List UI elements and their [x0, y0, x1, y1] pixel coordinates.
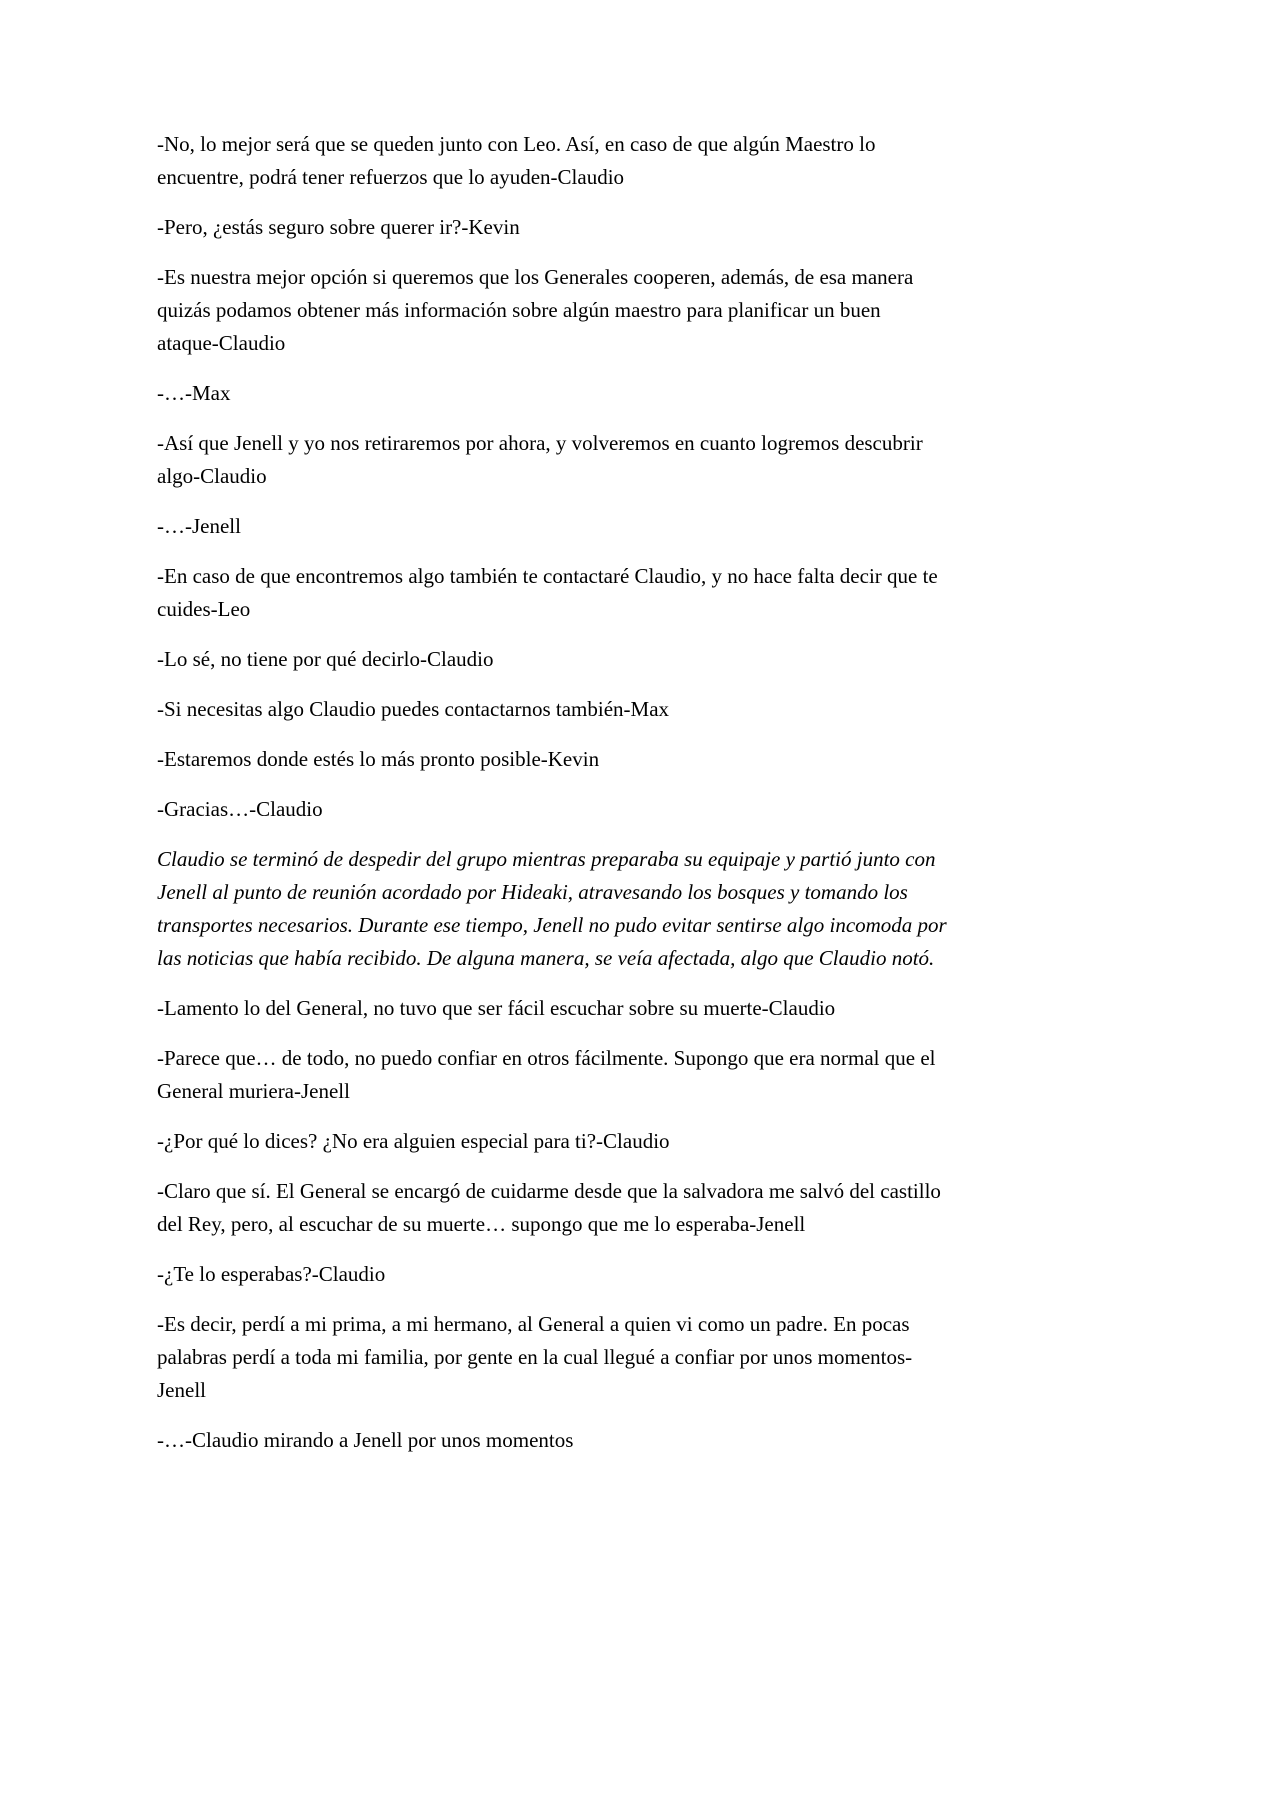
- paragraph: -¿Por qué lo dices? ¿No era alguien especial para ti?-Claudio: [157, 1129, 670, 1153]
- paragraph: -En caso de que encontremos algo también te contactaré Claudio, y no hace falta decir que te cuides-Leo: [157, 564, 938, 621]
- paragraph: -Es nuestra mejor opción si queremos que los Generales cooperen, además, de esa manera quizás podamos obtener más información sobre algún maestro para planificar un buen ataque-Claudio: [157, 265, 914, 355]
- narration-paragraph: Claudio se terminó de despedir del grupo mientras preparaba su equipaje y partió junto con Jenell al punto de reunión acordado por Hideaki, atravesando los bosques y tomando los transportes necesarios. Durante ese tiempo, Jenell no pudo evitar sentirse algo incomoda por las noticias que había recibido. De alguna manera, se veía afectada, algo que Claudio notó.: [157, 847, 947, 970]
- paragraph: -Estaremos donde estés lo más pronto posible-Kevin: [157, 747, 600, 771]
- paragraph: -Así que Jenell y yo nos retiraremos por ahora, y volveremos en cuanto logremos descubrir algo-Claudio: [157, 431, 923, 488]
- paragraph: -Gracias…-Claudio: [157, 797, 323, 821]
- paragraph: -…-Max: [157, 381, 231, 405]
- paragraph: -Lo sé, no tiene por qué decirlo-Claudio: [157, 647, 494, 671]
- paragraph: -Es decir, perdí a mi prima, a mi hermano, al General a quien vi como un padre. En pocas palabras perdí a toda mi familia, por gente en la cual llegué a confiar por unos momentos-Jenell: [157, 1312, 913, 1402]
- document-body: [157, 128, 947, 1474]
- paragraph: -¿Te lo esperabas?-Claudio: [157, 1262, 386, 1286]
- paragraph: -No, lo mejor será que se queden junto con Leo. Así, en caso de que algún Maestro lo encuentre, podrá tener refuerzos que lo ayuden-Claudio: [157, 132, 876, 189]
- paragraph: -Lamento lo del General, no tuvo que ser fácil escuchar sobre su muerte-Claudio: [157, 996, 836, 1020]
- paragraph: -Si necesitas algo Claudio puedes contactarnos también-Max: [157, 697, 670, 721]
- paragraph: -…-Claudio mirando a Jenell por unos momentos: [157, 1428, 574, 1452]
- paragraph: -Claro que sí. El General se encargó de cuidarme desde que la salvadora me salvó del castillo del Rey, pero, al escuchar de su muerte… supongo que me lo esperaba-Jenell: [157, 1179, 941, 1236]
- paragraph: -…-Jenell: [157, 514, 241, 538]
- paragraph: -Parece que… de todo, no puedo confiar en otros fácilmente. Supongo que era normal que el General muriera-Jenell: [157, 1046, 936, 1103]
- paragraph: -Pero, ¿estás seguro sobre querer ir?-Kevin: [157, 215, 520, 239]
